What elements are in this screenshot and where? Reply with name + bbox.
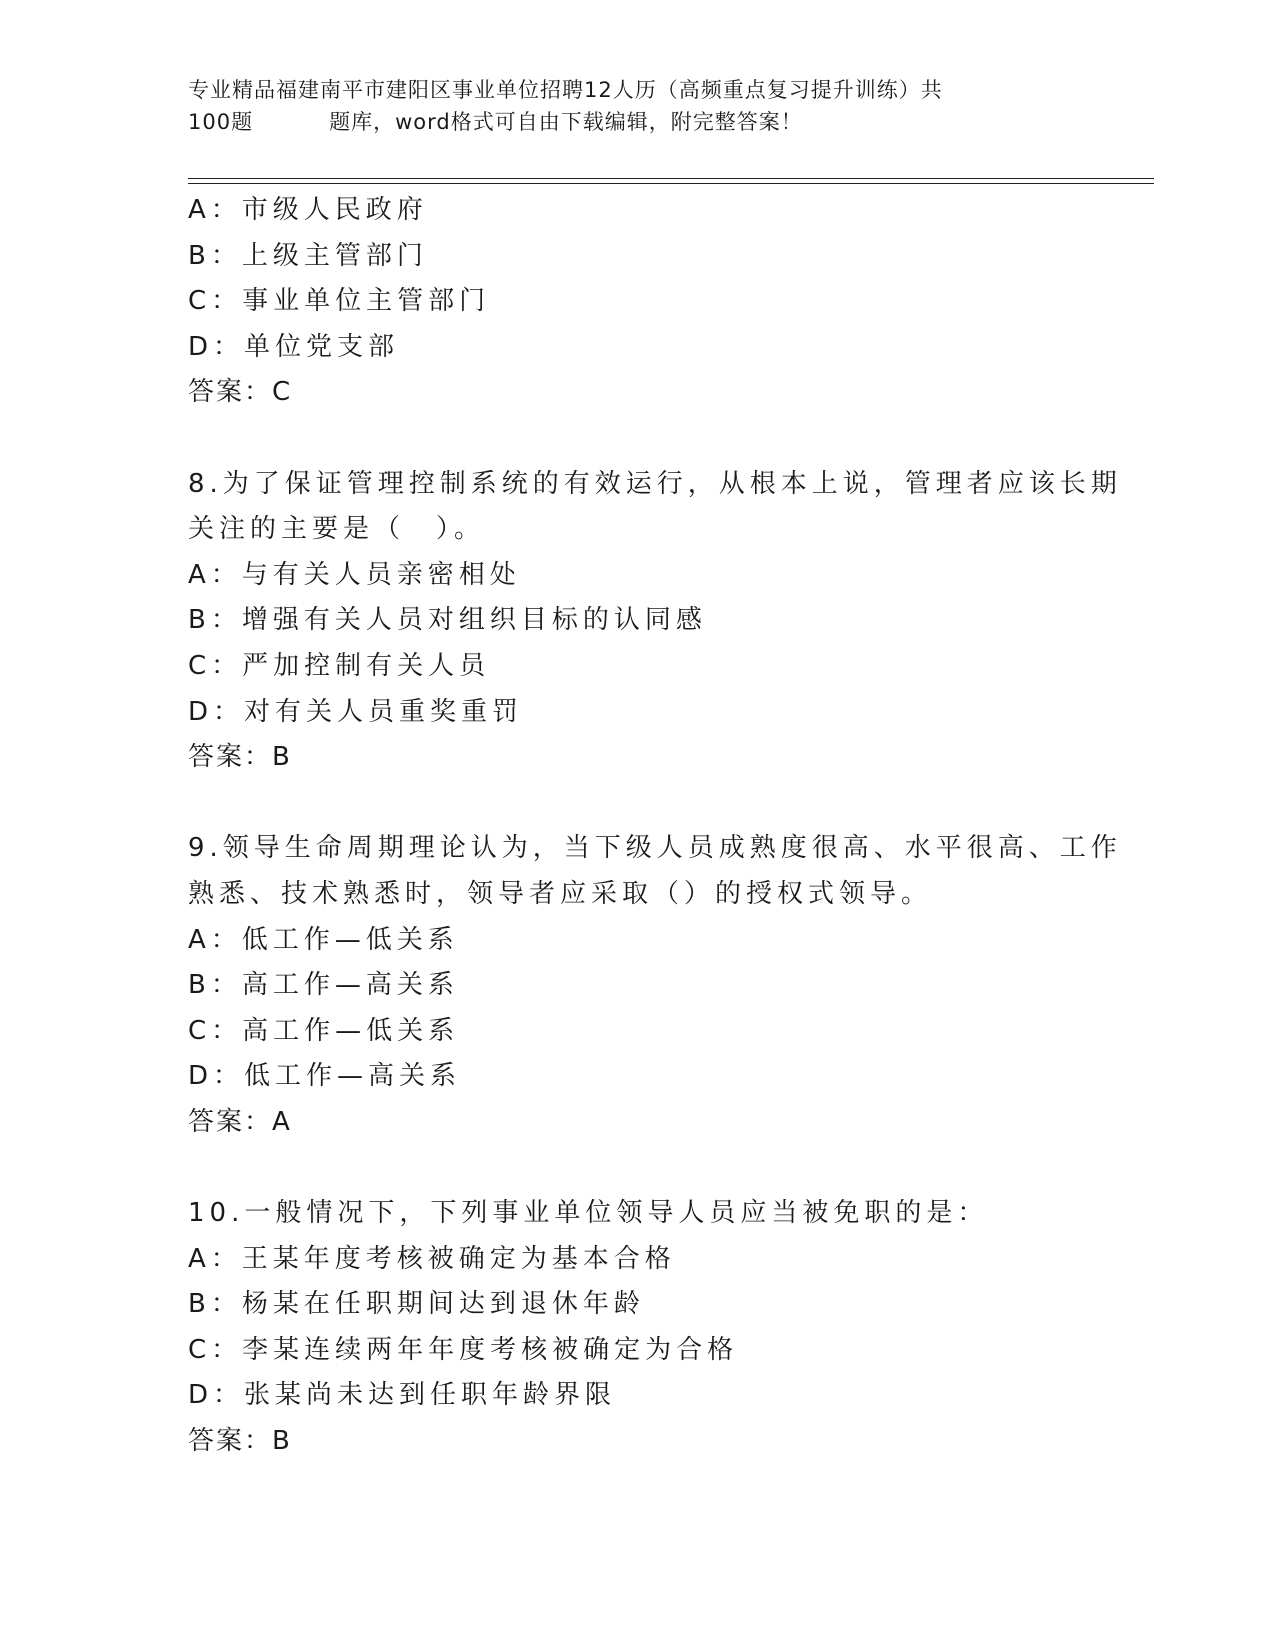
question-7-tail: [188, 188, 1088, 416]
option-b: B：高工作—高关系: [188, 970, 459, 1001]
question-stem-continued: 关注的主要是（ ）。: [188, 514, 486, 545]
option-a: A：王某年度考核被确定为基本合格: [188, 1243, 676, 1274]
header-divider-bottom: [188, 183, 1154, 184]
answer: 答案：B: [188, 742, 292, 773]
option-c: C：李某连续两年年度考核被确定为合格: [188, 1334, 739, 1365]
answer: 答案：B: [188, 1426, 292, 1457]
option-a: A：与有关人员亲密相处: [188, 559, 521, 590]
question-list: [188, 188, 1122, 1465]
option-b: B：上级主管部门: [188, 240, 428, 271]
question-stem-continued: 熟悉、技术熟悉时，领导者应采取（）的授权式领导。: [188, 878, 933, 909]
option-a: A：低工作—低关系: [188, 924, 459, 955]
option-a: A：市级人民政府: [188, 195, 428, 225]
document-header: [188, 74, 1088, 138]
header-question-count: 100题: [188, 110, 254, 134]
question-9: [188, 826, 1122, 1145]
option-d: D：对有关人员重奖重罚: [188, 696, 524, 727]
option-c: C：事业单位主管部门: [188, 286, 491, 317]
option-c: C：高工作—低关系: [188, 1015, 460, 1046]
option-b: B：杨某在任职期间达到退休年龄: [188, 1289, 645, 1320]
answer: 答案：C: [188, 377, 293, 408]
header-line-1: 专业精品福建南平市建阳区事业单位招聘12人历（高频重点复习提升训练）共: [188, 78, 943, 102]
option-c: C：严加控制有关人员: [188, 650, 491, 681]
option-d: D：张某尚未达到任职年龄界限: [188, 1380, 617, 1411]
question-8: [188, 462, 1122, 781]
question-stem: 9.领导生命周期理论认为，当下级人员成熟度很高、水平很高、工作: [188, 833, 1122, 864]
option-d: D：低工作—高关系: [188, 1061, 462, 1092]
option-d: D：单位党支部: [188, 331, 400, 362]
answer: 答案：A: [188, 1106, 292, 1137]
header-line-2: [188, 106, 1088, 138]
option-b: B：增强有关人员对组织目标的认同感: [188, 605, 707, 636]
question-stem: 8.为了保证管理控制系统的有效运行，从根本上说，管理者应该长期: [188, 468, 1122, 499]
header-divider-top: [188, 178, 1154, 179]
header-description: 题库，word格式可自由下载编辑，附完整答案！: [329, 110, 803, 134]
question-stem: 10.一般情况下，下列事业单位领导人员应当被免职的是：: [188, 1198, 989, 1229]
question-10: [188, 1191, 1088, 1465]
